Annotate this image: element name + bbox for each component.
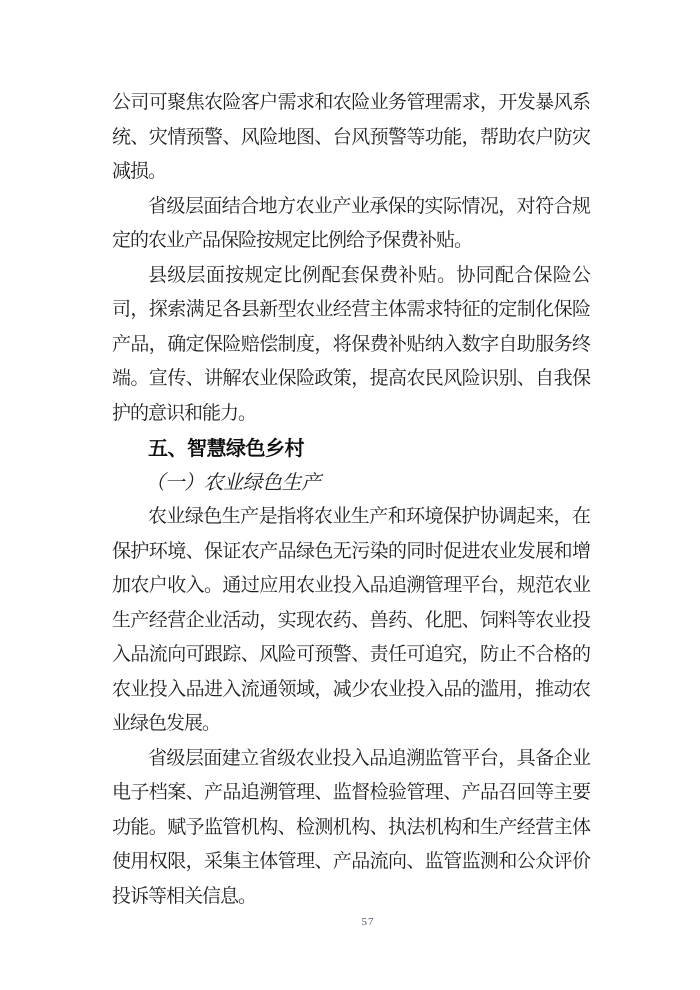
text-line: 统、灾情预警、风险地图、台风预警等功能，帮助农户防灾 [112,126,590,148]
text-line: 电子档案、产品追溯管理、监督检验管理、产品召回等主要 [112,782,590,803]
text-line: 农业绿色生产是指将农业生产和环境保护协调起来，在 [148,506,590,527]
text-line: 生产经营企业活动，实现农药、兽药、化肥、饲料等农业投 [112,609,590,631]
body-paragraph-1 [112,86,590,190]
text-line: 产品，确定保险赔偿制度，将保费补贴纳入数字自助服务终 [112,333,590,355]
subsection-heading: （一）农业绿色生产 [145,471,321,494]
text-line: 农业投入品进入流通领域，减少农业投入品的滥用，推动农 [112,678,590,700]
text-line: 省级层面结合地方农业产业承保的实际情况，对符合规 [148,195,590,217]
text-line: 护的意识和能力。 [112,402,257,424]
body-paragraph-2 [112,190,590,259]
body-paragraph-5 [112,742,590,915]
page-number: 57 [361,916,375,928]
document-body [112,86,590,914]
body-paragraph-4 [112,500,590,742]
text-line: 加农户收入。通过应用农业投入品追溯管理平台，规范农业 [112,575,590,596]
text-line: 定的农业产品保险按规定比例给予保费补贴。 [112,230,473,251]
text-line: 端。宣传、讲解农业保险政策，提高农民风险识别、自我保 [112,368,590,389]
text-line: 省级层面建立省级农业投入品追溯监管平台，具备企业 [148,747,590,769]
body-paragraph-3 [112,259,590,432]
text-line: 入品流向可跟踪、风险可预警、责任可追究，防止不合格的 [112,644,590,665]
text-line: 减损。 [112,161,167,182]
text-line: 县级层面按规定比例配套保费补贴。协同配合保险公 [148,264,590,286]
text-line: 公司可聚焦农险客户需求和农险业务管理需求，开发暴风系 [112,92,590,113]
text-line: 保护环境、保证农产品绿色无污染的同时促进农业发展和增 [112,540,590,562]
text-line: 业绿色发展。 [112,713,221,734]
text-line: 功能。赋予监管机构、检测机构、执法机构和生产经营主体 [112,816,590,838]
text-line: 投诉等相关信息。 [112,885,257,907]
text-line: 使用权限，采集主体管理、产品流向、监管监测和公众评价 [112,851,590,872]
section-heading: 五、智慧绿色乡村 [148,436,304,460]
text-line: 司，探索满足各县新型农业经营主体需求特征的定制化保险 [112,299,590,320]
